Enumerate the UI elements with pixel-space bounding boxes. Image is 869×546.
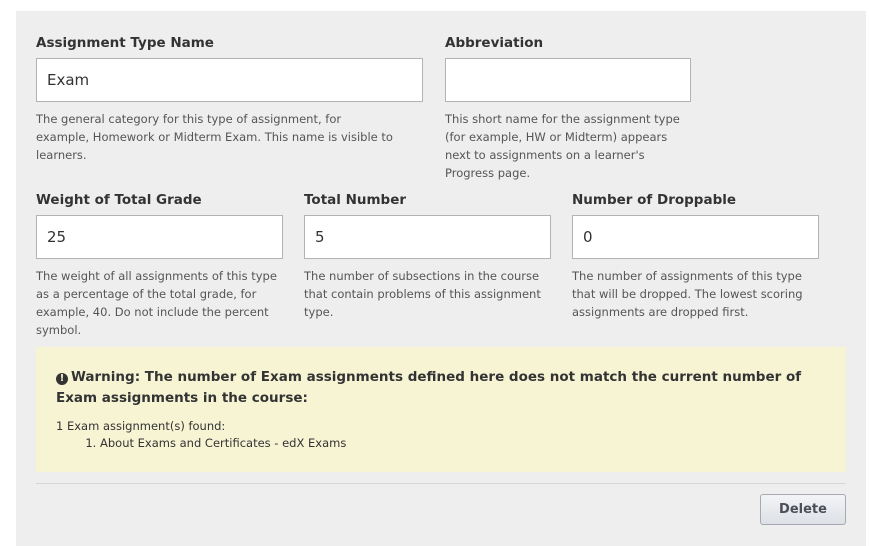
droppable-field [572,192,819,321]
found-assignments-list [56,435,826,452]
exclamation-circle-icon: ! [56,373,68,385]
droppable-label: Number of Droppable [572,192,737,208]
assignment-type-name-label: Assignment Type Name [36,35,214,51]
total-number-help: The number of subsections in the course that contain problems of this assignment type. [304,269,541,319]
droppable-input[interactable] [572,215,819,259]
weight-help: The weight of all assignments of this type as a percentage of the total grade, for example, 40. Do not include the percent symbol. [36,269,277,337]
abbreviation-input[interactable] [445,58,691,102]
delete-button[interactable]: Delete [760,494,846,525]
total-number-input[interactable] [304,215,551,259]
assignment-type-name-input[interactable] [36,58,423,102]
assignment-type-panel [16,11,866,546]
weight-input[interactable] [36,215,283,259]
assignment-count-warning [36,347,846,472]
droppable-help: The number of assignments of this type that will be dropped. The lowest scoring assignments are dropped first. [572,269,803,319]
assignment-type-name-help: The general category for this type of assignment, for example, Homework or Midterm Exam. This name is visible to learners. [36,112,393,162]
abbreviation-field [445,35,691,182]
abbreviation-label: Abbreviation [445,35,544,51]
weight-field [36,192,283,339]
list-item: 1. About Exams and Certificates - edX Exams [100,435,826,452]
actions-divider [36,483,846,484]
warning-title [56,367,826,409]
assignment-type-name-field [36,35,423,164]
total-number-label: Total Number [304,192,407,208]
weight-label: Weight of Total Grade [36,192,202,208]
warning-title-text: Warning: The number of Exam assignments defined here does not match the current number of Exam assignments in the course: [56,369,802,406]
abbreviation-help: This short name for the assignment type (for example, HW or Midterm) appears next to assignments on a learner's Progress page. [445,112,680,180]
warning-found-text: 1 Exam assignment(s) found: [56,419,226,433]
total-number-field [304,192,551,321]
